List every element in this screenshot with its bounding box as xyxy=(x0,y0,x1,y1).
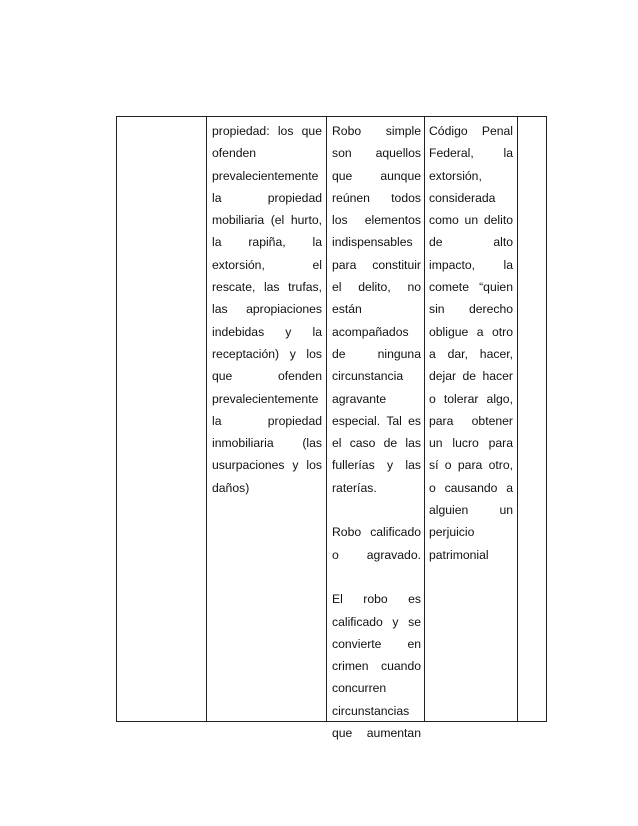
text-line xyxy=(429,142,513,164)
word: están xyxy=(332,302,362,317)
text-line xyxy=(429,298,513,320)
word: la xyxy=(503,257,513,272)
text-line xyxy=(212,432,322,454)
cell-empty-left xyxy=(117,117,206,721)
cell-property-types xyxy=(212,120,322,499)
text-line xyxy=(332,410,421,432)
text-line xyxy=(429,477,513,499)
word: extorsión, xyxy=(429,168,482,183)
word: derecho xyxy=(468,302,513,317)
word: es xyxy=(408,413,421,428)
word: fullerías xyxy=(332,458,375,473)
text-line xyxy=(429,521,513,543)
word: de xyxy=(332,346,346,361)
text-line xyxy=(332,321,421,343)
text-line xyxy=(332,633,421,655)
word: que xyxy=(332,726,353,741)
column-divider xyxy=(424,117,425,721)
word: cuando xyxy=(381,659,421,674)
word: calificado xyxy=(332,614,383,629)
word: de xyxy=(429,235,443,250)
word: agravante xyxy=(332,391,387,406)
word: indispensables xyxy=(332,235,413,250)
word: calificado xyxy=(370,525,421,540)
word: los xyxy=(277,124,294,138)
word: un xyxy=(464,213,479,228)
word: tolerar xyxy=(443,391,479,406)
column-divider xyxy=(326,117,327,721)
text-line xyxy=(429,499,513,521)
text-line xyxy=(429,321,513,343)
word: El xyxy=(332,592,343,607)
cell-extortion-definition xyxy=(429,120,513,566)
word: simple xyxy=(385,124,421,138)
word: “quien xyxy=(479,280,513,295)
word: daños) xyxy=(212,480,250,495)
text-line xyxy=(429,544,513,566)
text-line xyxy=(332,499,421,521)
word: dar, xyxy=(447,346,468,361)
word: impacto, xyxy=(429,257,476,272)
word: a xyxy=(506,480,513,495)
word: ofenden xyxy=(277,369,322,384)
text-line xyxy=(212,254,322,276)
text-line xyxy=(332,142,421,164)
word: y xyxy=(387,458,394,473)
word: la xyxy=(312,324,322,339)
word: patrimonial xyxy=(429,547,489,562)
word: acompañados xyxy=(332,324,409,339)
word: especial. xyxy=(332,413,381,428)
word: el xyxy=(332,280,342,295)
word: propiedad xyxy=(267,413,322,428)
text-line xyxy=(212,365,322,387)
word: prevalecientemente xyxy=(212,391,319,406)
word: aumentan xyxy=(366,726,421,741)
word: se xyxy=(408,614,421,629)
word: o xyxy=(332,547,339,562)
text-line xyxy=(332,276,421,298)
word: a xyxy=(429,346,436,361)
word: otro, xyxy=(488,458,513,473)
word: y xyxy=(285,324,292,339)
word: de xyxy=(462,369,477,384)
word: o xyxy=(429,391,436,406)
word: robo xyxy=(363,592,388,607)
word: obtener xyxy=(471,413,513,428)
cell-robbery-definitions xyxy=(332,120,421,744)
word: (las xyxy=(302,436,322,451)
word: los xyxy=(306,458,322,473)
word: la xyxy=(212,413,222,428)
word: el xyxy=(312,257,322,272)
word: propiedad: xyxy=(212,124,270,138)
text-line xyxy=(429,276,513,298)
word: usurpaciones xyxy=(212,458,285,473)
word: en xyxy=(407,636,421,651)
text-line xyxy=(332,298,421,320)
word: raterías. xyxy=(332,480,377,495)
word: la xyxy=(503,146,513,161)
text-line xyxy=(332,655,421,677)
text-line xyxy=(332,454,421,476)
word: para xyxy=(457,458,483,473)
word: delito, xyxy=(358,280,391,295)
word: y xyxy=(289,346,296,361)
word: causando xyxy=(444,480,498,495)
text-line xyxy=(212,343,322,365)
word: prevalecientemente xyxy=(212,168,319,183)
word: ninguna xyxy=(377,346,421,361)
word: caso xyxy=(349,436,376,451)
text-line xyxy=(332,566,421,588)
word: hacer xyxy=(482,369,513,384)
word: y xyxy=(392,614,399,629)
text-line xyxy=(332,165,421,187)
word: Robo xyxy=(332,525,362,540)
word: sí xyxy=(429,458,439,473)
word: obligue xyxy=(429,324,469,339)
text-line xyxy=(212,298,322,320)
text-line xyxy=(429,120,513,142)
word: alguien xyxy=(429,503,469,518)
word: delito xyxy=(483,213,513,228)
word: Tal xyxy=(386,413,402,428)
word: que xyxy=(212,369,233,384)
word: que xyxy=(332,168,353,183)
text-line xyxy=(332,209,421,231)
word: extorsión, xyxy=(212,257,265,272)
word: la xyxy=(212,235,222,250)
word: crimen xyxy=(332,659,369,674)
word: o xyxy=(444,458,452,473)
text-line xyxy=(332,521,421,543)
word: y xyxy=(292,458,299,473)
word: reúnen xyxy=(332,190,370,205)
word: Penal xyxy=(481,124,513,138)
text-line xyxy=(212,321,322,343)
text-line xyxy=(429,454,513,476)
text-line xyxy=(332,120,421,142)
word: propiedad xyxy=(267,190,322,205)
word: ofenden xyxy=(212,146,257,161)
text-line xyxy=(332,343,421,365)
text-line xyxy=(212,388,322,410)
word: las xyxy=(212,302,228,317)
word: receptación) xyxy=(212,346,280,361)
text-line xyxy=(212,142,322,164)
word: perjuicio xyxy=(429,525,475,540)
text-line xyxy=(212,410,322,432)
word: circunstancia xyxy=(332,369,404,384)
text-line xyxy=(332,544,421,566)
word: para xyxy=(488,436,513,451)
word: (el xyxy=(270,213,285,228)
word: un xyxy=(499,503,513,518)
word: que xyxy=(301,124,322,138)
word: elementos xyxy=(364,213,421,228)
word: concurren xyxy=(332,681,387,696)
text-line xyxy=(429,388,513,410)
word: aquellos xyxy=(375,146,421,161)
word: de xyxy=(383,436,398,451)
text-line xyxy=(332,722,421,744)
word: hacer, xyxy=(479,346,513,361)
word: convierte xyxy=(332,636,382,651)
word: circunstancias xyxy=(332,703,410,718)
text-line xyxy=(429,254,513,276)
word: el xyxy=(332,436,342,451)
text-line xyxy=(212,477,322,499)
word: las xyxy=(405,458,421,473)
text-line xyxy=(332,187,421,209)
text-line xyxy=(429,365,513,387)
word: los xyxy=(332,213,348,228)
text-line xyxy=(429,187,513,209)
text-line xyxy=(332,477,421,499)
word: Federal, xyxy=(429,146,474,161)
text-line xyxy=(429,231,513,253)
word: Robo xyxy=(332,124,362,138)
word: comete xyxy=(429,280,469,295)
text-line xyxy=(332,588,421,610)
legal-table xyxy=(116,116,547,741)
text-line xyxy=(212,120,322,142)
word: apropiaciones xyxy=(246,302,322,317)
word: no xyxy=(407,280,421,295)
text-line xyxy=(332,677,421,699)
word: sin xyxy=(429,302,445,317)
word: algo, xyxy=(486,391,513,406)
text-line xyxy=(212,231,322,253)
text-line xyxy=(332,611,421,633)
word: para xyxy=(429,413,454,428)
text-line xyxy=(332,700,421,722)
word: considerada xyxy=(429,190,496,205)
word: lucro xyxy=(452,436,479,451)
text-line xyxy=(332,388,421,410)
word: constituir xyxy=(372,257,421,272)
text-line xyxy=(429,410,513,432)
text-line xyxy=(332,254,421,276)
word: las xyxy=(263,280,280,295)
word: agravado. xyxy=(366,547,421,562)
text-line xyxy=(332,365,421,387)
text-line xyxy=(212,454,322,476)
word: otro xyxy=(491,324,513,339)
word: indebidas xyxy=(212,324,265,339)
text-line xyxy=(429,432,513,454)
word: o xyxy=(429,480,436,495)
word: inmobiliaria xyxy=(212,436,274,451)
text-line xyxy=(429,209,513,231)
word: dejar xyxy=(429,369,457,384)
word: los xyxy=(306,346,322,361)
word: como xyxy=(429,213,459,228)
word: es xyxy=(408,592,421,607)
word: todos xyxy=(391,190,421,205)
word: aunque xyxy=(380,168,421,183)
text-line xyxy=(429,165,513,187)
word: Código xyxy=(429,124,468,138)
word: las xyxy=(405,436,421,451)
cell-empty-right xyxy=(518,117,547,721)
text-line xyxy=(332,231,421,253)
word: alto xyxy=(493,235,513,250)
word: a xyxy=(476,324,484,339)
text-line xyxy=(332,432,421,454)
word: para xyxy=(332,257,357,272)
word: un xyxy=(429,436,443,451)
word: son xyxy=(332,146,352,161)
word: la xyxy=(312,235,322,250)
text-line xyxy=(212,165,322,187)
word: la xyxy=(212,190,222,205)
word: mobiliaria xyxy=(212,213,265,228)
text-line xyxy=(212,187,322,209)
word: trufas, xyxy=(288,280,322,295)
text-line xyxy=(212,209,322,231)
text-line xyxy=(212,276,322,298)
word: rescate, xyxy=(212,280,256,295)
word: rapiña, xyxy=(248,235,286,250)
word: hurto, xyxy=(290,213,322,228)
text-line xyxy=(429,343,513,365)
column-divider xyxy=(206,117,207,721)
